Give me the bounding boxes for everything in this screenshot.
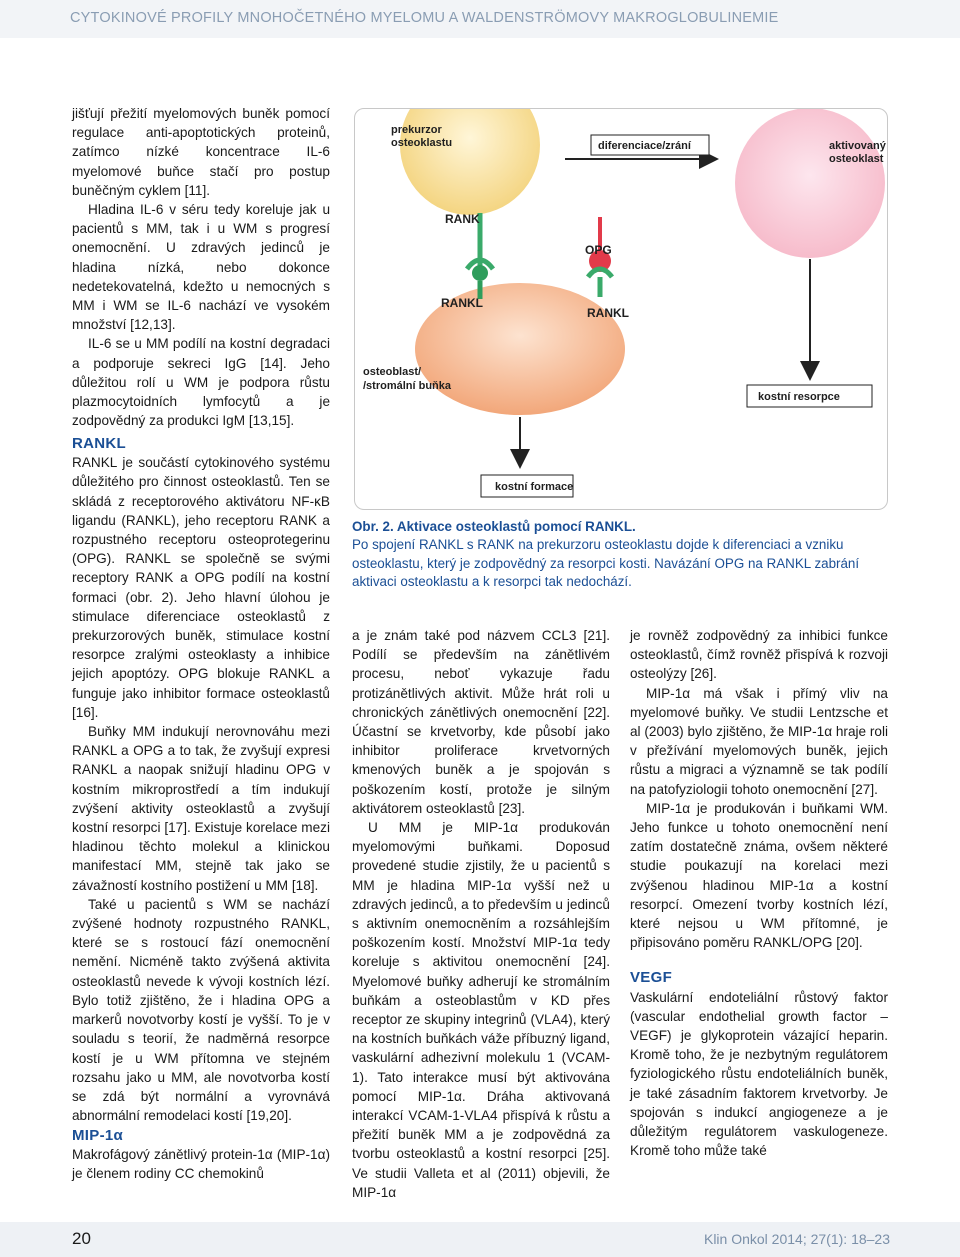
left-column-mip [72,1126,330,1184]
paragraph: Hladina IL-6 v séru tedy koreluje jak u pacientů s MM, tak i u WM s progresí onemocnění. U zdravých jedinců je hladina nízká, nebo dokonce nedetekovatelná, kdežto u nemocných s MM i WM se IL-6 nachází ve vysokém množství [12,13]. [72,202,330,333]
label-osteoblast-2: /stromální buňka [363,380,452,392]
caption-title: Obr. 2. Aktivace osteoklastů pomocí RANKL. [352,519,636,534]
section-heading-vegf: VEGF [630,969,673,987]
running-title: CYTOKINOVÉ PROFILY MNOHOČETNÉHO MYELOMU A WALDENSTRÖMOVY MAKROGLOBULINEMIE [70,10,779,26]
paragraph: Buňky MM indukují nerovnováhu mezi RANKL a OPG a to tak, že zvyšují expresi RANKL a naopak snižují hladinu OPG v kostním mikroprostředí a tím indukují zvýšení aktivity osteoklastů a zvyšují kostní resorpci [17]. Existuje korelace mezi hladinou těchto molekul a klinickou manifestací MM, stejně tak jako se závažností kostního postižení u MM [18]. [72,724,330,893]
rankl-cup-right [588,269,612,277]
paragraph: Vaskulární endoteliální růstový faktor (vascular endothelial growth factor – VEGF) je glykoprotein vázající heparin. Kromě toho, že je nezbytným regulátorem fyziologického růstu endoteliálních buněk, je také zásadním faktorem krvetvorby. Je spojován s indukcí angiogeneze a je důležitým regulátorem vaskulogeneze. Kromě toho může také [630,989,888,1159]
label-rank: RANK [445,212,480,226]
running-header [0,0,960,38]
section-heading-rankl: RANKL [72,435,126,452]
rankl-ligand-left [472,265,488,281]
page-number: 20 [72,1229,91,1248]
middle-column [352,626,610,1202]
label-rankl-right: RANKL [587,306,629,320]
label-rankl-left: RANKL [441,296,483,310]
paragraph: a je znám také pod názvem CCL3 [21]. Podílí se především na zánětlivém procesu, neboť vykazuje řadu protizánětlivých aktivit. Může hrát roli u chronických zánětlivých onemocnění [22]. Účastní se krvetvorby, kde působí jako inhibitor proliferace krvetvorných kmenových buněk a je spojován s poškozením kostí, protože je silným aktivátorem osteoklastů [23]. [352,628,610,816]
caption-text: Po spojení RANKL s RANK na prekurzoru osteoklastu dojde k diferenciaci a vzniku osteoklastu, který je zodpovědný za resorpci kosti. Navázání OPG na RANKL zabrání aktivaci osteoklastu a k resorpci tak nedochází. [352,537,860,590]
paragraph: Makrofágový zánětlivý protein-1α (MIP-1α) je členem rodiny CC chemokinů [72,1147,330,1182]
activated-osteoclast-cell [735,109,885,258]
paragraph: je rovněž zodpovědný za inhibici funkce osteoklastů, čímž rovněž přispívá k rozvoji osteolýzy [26]. [630,628,888,682]
section-heading-mip: MIP-1α [72,1127,124,1144]
diagram-svg [355,109,887,509]
label-formation: kostní formace [495,481,574,493]
paragraph: U MM je MIP-1α produkován myelomovými buňkami. Doposud provedené studie zjistily, že u pacientů s MM je hladina MIP-1α vyšší než u zdravých jedinců, a to především u jedinců s aktivním onemocněním a rozsáhlejším poškozením kostí. Množství MIP-1α tedy koreluje s aktivitou onemocnění [24]. Myelomové buňky adherují ke stromálním buňkám a osteoblastům v KD přes receptor ze skupiny integrinů (VLA4), který na kostních buňkách váže příbuzný ligand, vaskulární adhezivní molekulu 1 (VCAM-1). Tato interakce musí být aktivována pomocí MIP-1α. Dráha aktivovaná interakcí VCAM-1-VLA4 přispívá k růstu a přežití buněk MM a je zodpovědná za tvorbu osteoklastů a kostní resorpci [25]. Ve studii Valleta et al (2011) objevili, že MIP-1α [352,820,610,1200]
left-column-rankl [72,434,330,1125]
left-column-top [72,104,330,430]
label-osteoblast-1: osteoblast/ [363,366,422,378]
paragraph: Také u pacientů s WM se nachází zvýšené hodnoty rozpustného RANKL, které se s rostoucí fází onemocnění nemění. Nicméně takto zvýšená aktivita osteoklastů nevede k vývoji kostních lézí. Bylo totiž zjištěno, že i hladina OPG a markerů novotvorby kostí je vyšší. To je v souladu s teorií, že nadměrná resorpce kostí je u WM přítomna ve stejném rozsahu jako u MM, ale novotvorba kostí se zdá být normální a vyrovnává abnormální remodelaci kostí [19,20]. [72,896,330,1124]
paragraph: MIP-1α je produkován i buňkami WM. Jeho funkce u tohoto onemocnění není zatím dostatečně známa, ovšem některé studie poukazují na korelaci mezi zvýšenou hladinou MIP-1α a kostní resorpcí. Omezení tvorby kostních lézí, které nejsou u WM přítomné, je připisováno poměru RANKL/OPG [20]. [630,800,888,951]
paragraph: MIP-1α má však i přímý vliv na myelomové buňky. Ve studii Lentzsche et al (2003) bylo zjištěno, že MIP-1α hraje roli v přežívání myelomových buněk, jejich růstu a migraci a významně se tak podílí na patofyziologii tohoto onemocnění [27]. [630,685,888,797]
label-activated-1: aktivovaný [829,140,886,152]
figure-caption [352,518,888,592]
label-opg: OPG [585,243,612,257]
label-differentiation: diferenciace/zrání [598,140,691,152]
label-precursor-1: prekurzor [391,124,442,136]
paragraph: RANKL je součástí cytokinového systému důležitého pro činnost osteoklastů. Ten se skládá z receptorového aktivátoru NF-κB ligandu (RANKL), jeho receptoru RANK a rozpustného receptoru osteoprotegerinu (OPG). RANKL se společně se svými receptory RANK a OPG podílí na kostní formaci (obr. 2). Jeho hlavní úlohou je stimulace diferenciace osteoklastů z prekurzorových buněk, stimulace kostní resorpce zralými osteoklasty a inhibice jejich apoptózy. OPG blokuje RANKL a funguje jako inhibitor formace osteoklastů [16]. [72,455,330,720]
label-resorption: kostní resorpce [758,391,840,403]
label-activated-2: osteoklast [829,153,884,165]
figure-rankl-diagram [354,108,888,510]
journal-reference: Klin Onkol 2014; 27(1): 18–23 [703,1231,890,1247]
paragraph: jišťují přežití myelomových buněk pomocí regulace anti-apoptotických proteinů, zatímco nízké koncentrace IL-6 myelomové buňce stačí pro postup buněčným cyklem [11]. [72,106,330,198]
label-precursor-2: osteoklastu [391,137,453,149]
right-column [630,626,888,1160]
paragraph: IL-6 se u MM podílí na kostní degradaci a podporuje sekreci IgG [14]. Jeho důležitou rolí u WM je podpora růstu plazmocytoidních lymfocytů a je zodpovědný za produkci IgM [13,15]. [72,336,330,429]
